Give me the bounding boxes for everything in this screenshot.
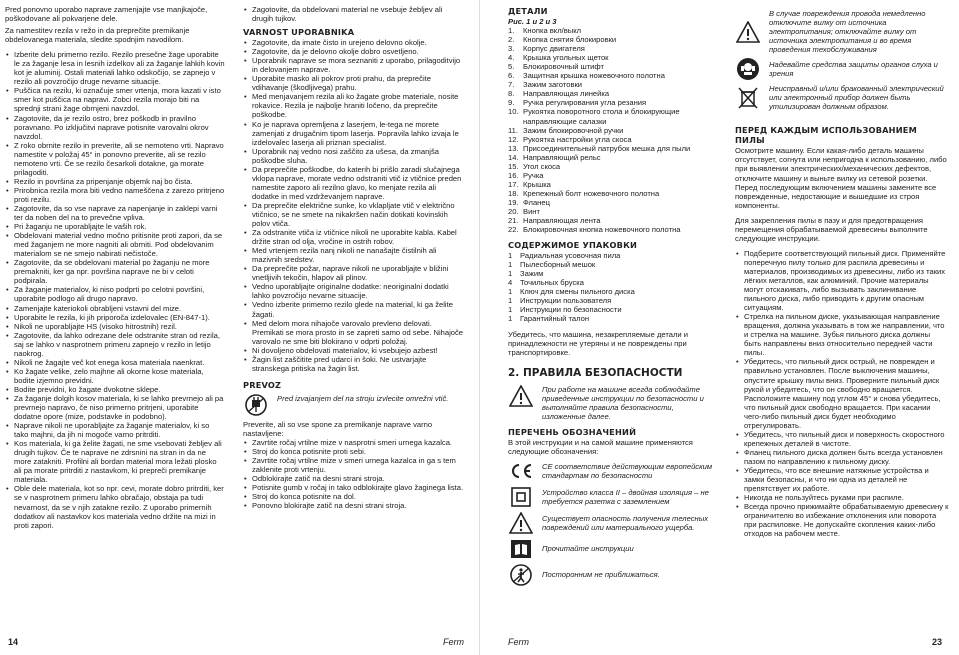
- symbol-description: В случае повреждения провода немедленно отключите вилку от источника электропитания; отключайте вилку от источника электропитания и во время проведения техобслуживания: [769, 9, 926, 55]
- right-column-2: [735, 5, 949, 620]
- left-column-1: [5, 5, 225, 615]
- list-item: • Izberite delu primerno rezilo. Rezilo presečne žage uporabite le za žaganje lesa in lesnih izdelkov ali za žaganje lahkih kovin kot je aluminij. Ostali materiali lahko odskočijo, se zapnejo v rezilo ali povzročijo druge nevarne situacije.: [5, 50, 225, 86]
- item-number: 1: [508, 251, 513, 261]
- list-item: • Zagotovite, da se obdelovani material po žaganju ne more premakniti, ker ga npr. površina naprave ne bi v celoti podpirala.: [5, 258, 225, 285]
- parts-list: [508, 26, 718, 234]
- list-item: • Фланец пильного диска должен быть всегда установлен пазом по направлению к пильному диску.: [735, 448, 949, 466]
- symbol-description: Существует опасность получения телесных повреждений или материального ущерба.: [542, 513, 709, 532]
- list-item: • Pri žaganju ne uporabljajte le vaših rok.: [5, 222, 225, 231]
- chapter-heading: 2. ПРАВИЛА БЕЗОПАСНОСТИ: [508, 366, 683, 379]
- left-column-2: [243, 5, 465, 615]
- list-item: • Zamenjajte kateriokoli obrabljeni vstavni del mize.: [5, 304, 225, 313]
- item-text: Присоединительный патрубок мешка для пыли: [523, 143, 691, 153]
- keep-away-icon: [508, 564, 534, 586]
- symbol-row: [735, 9, 949, 54]
- list-item: • Zavrtite ročaj vrtilne mize v nasprotni smeri urnega kazalca.: [243, 438, 465, 447]
- item-number: 1: [508, 287, 513, 297]
- symbol-row: [508, 564, 718, 586]
- symbol-row: [508, 460, 718, 482]
- item-text: Рукоятка настройки угла скоса: [523, 134, 632, 144]
- item-text: Угол скоса: [523, 161, 561, 171]
- list-item: • Z roko obrnite rezilo in preverite, ali se nemoteno vrti. Napravo namestite v položaj 45° in ponovno preverite, ali se rezilo nemoteno vrti. Če se rezilo česarkoli dotakne, ga morate prilagoditi.: [5, 141, 225, 177]
- list-item: • Vedno izberite primerno rezilo glede na material, ki ga želite žagati.: [243, 300, 465, 318]
- list-item: • Bodite previdni, ko žagate dvokotne sklepe.: [5, 385, 225, 394]
- list-item: • Zagotovite, da je delovno okolje dobro osvetljeno.: [243, 47, 465, 56]
- list-item: • Vedno uporabljajte originalne dodatke: neoriginalni dodatki lahko povzročijo nevarne situacije.: [243, 282, 465, 300]
- item-text: Кнопка снятия блокировки: [523, 35, 617, 45]
- item-text: Крышка: [523, 179, 551, 189]
- list-item: • Стрелка на пильном диске, указывающая направление вращения, должна указывать в том же направлении, что и стрелка на машине. Зубья пильного диска должны быть направлены вниз относительно передней части пилы.: [735, 312, 949, 357]
- list-item: [508, 216, 718, 225]
- list-item: • Ko žagate velike, zelo majhne ali okorne kose materiala, bodite izjemno previdni.: [5, 367, 225, 385]
- section-heading: ПЕРЕЧЕНЬ ОБОЗНАЧЕНИЙ: [508, 426, 637, 437]
- intro-paragraph: Za namestitev rezila v režo in da preprečite premikanje obdelovanega materiala, sledite spodnjim navodilom.: [5, 26, 190, 45]
- list-item: [508, 296, 718, 305]
- item-text: Кнопка вкл/выкл: [523, 26, 582, 36]
- list-item: • Ponovno blokirajte zatič na desni strani stroja.: [243, 501, 465, 510]
- list-item: [508, 287, 718, 296]
- list-item: [508, 53, 718, 62]
- list-item: [508, 314, 718, 323]
- list-item: • Убедитесь, что пильный диск острый, не поврежден и правильно установлен. После выключения машины, опустите крышку пилы вниз. Проверните пильный диск рукой и убедитесь, что он свободно вращается. Расположите машину под углом 45° и снова убедитесь, что пильный диск свободно вращается. При касании чего-либо пильный диск будет необходимо отрегулировать.: [735, 357, 949, 429]
- item-number: 1: [508, 305, 513, 315]
- list-item: [508, 153, 718, 162]
- symbol-row: [735, 84, 949, 111]
- left-page: [0, 0, 479, 655]
- list-item: [508, 207, 718, 216]
- list-item: [508, 126, 718, 135]
- list-item: • Zagotovite, da imate čisto in urejeno delovno okolje.: [243, 38, 465, 47]
- paragraph: В этой инструкции и на самой машине применяются следующие обозначения:: [508, 437, 693, 456]
- unplug-icon: [243, 394, 269, 416]
- user-safety-list: [243, 38, 465, 373]
- item-text: Радиальная усовочная пила: [520, 251, 621, 261]
- item-text: Корпус двигателя: [523, 44, 585, 54]
- double-insulation-icon: [508, 486, 534, 508]
- symbol-description: Надевайте средства защиты органов слуха и зрения: [769, 60, 938, 79]
- symbol-row: [735, 58, 949, 80]
- page-number-left: 14: [8, 636, 19, 647]
- list-item: • Stroj do konca potisnite proti sebi.: [243, 447, 465, 456]
- transport-warning: [243, 394, 465, 416]
- list-item: • Prirobnica rezila mora biti vedno nameščena z zarezo pritrjeno proti rezilu.: [5, 186, 225, 204]
- symbols-list: [508, 460, 718, 586]
- item-text: Инструкции пользователя: [520, 296, 612, 306]
- list-item: • Za žaganje dolgih kosov materiala, ki se lahko prevrnejo ali pa prevrnejo napravo, če niso primerno pritrjeni, uporabite dodatne opore (mize, podstavke in podobno).: [5, 394, 225, 421]
- list-item: [508, 162, 718, 171]
- page-number-right: 23: [932, 636, 943, 647]
- warning-triangle-icon: [508, 385, 534, 407]
- item-number: 20.: [508, 206, 519, 216]
- list-item: [508, 189, 718, 198]
- symbol-description: Посторонним не приближаться.: [542, 570, 660, 580]
- item-text: Блокировочный штифт: [523, 62, 604, 72]
- item-text: Блокировочная кнопка ножевочного полотна: [523, 225, 681, 235]
- item-text: Крышка угольных щеток: [523, 53, 609, 63]
- intro-paragraph: Pred ponovno uporabo naprave zamenjajte vse manjkajoče, poškodovane ali pokvarjene dele.: [5, 5, 208, 24]
- item-number: 22.: [508, 225, 519, 235]
- list-item: • Oble dele materiala, kot so npr. cevi, morate dobro pritrditi, ker se v nasprotnem primeru lahko obračajo, obstaja pa tudi nevarnost, da se v njih zatakne rezilo. Z uporabo primernih dodatkov ali nastavkov kos materiala vedno držite na mizi in proti zapori.: [5, 484, 225, 529]
- item-text: Ключ для смены пильного диска: [520, 287, 635, 297]
- item-number: 1: [508, 296, 513, 306]
- item-number: 4.: [508, 53, 515, 63]
- paragraph: Для закрепления пилы в пазу и для предотвращения перемещения обрабатываемой древесины выполните следующие инструкции.: [735, 215, 928, 243]
- safety-warning: [508, 385, 718, 421]
- crossed-bin-icon: [735, 87, 761, 109]
- section-heading: ПЕРЕД КАЖДЫМ ИСПОЛЬЗОВАНИЕМ ПИЛЫ: [735, 125, 917, 146]
- item-text: Пылесборный мешок: [520, 260, 596, 270]
- item-number: 1.: [508, 26, 515, 36]
- item-number: 3.: [508, 44, 515, 54]
- safety-list: [5, 50, 225, 529]
- item-number: 15.: [508, 161, 519, 171]
- item-text: Инструкции по безопасности: [520, 305, 622, 315]
- list-item: • Žagin list zaščitite pred udarci in šoki. Ne ustvarjajte stranskega pritiska na žagin list.: [243, 355, 465, 373]
- list-item: • Da preprečite električne sunke, ko vklapljate vtič v električno vtičnico, se ne smete na nikakršen način dotikati kovinskih polov vtiča.: [243, 201, 465, 228]
- list-item: • Potisnite gumb v ročaj in tako odblokirajte glavo žaginega lista.: [243, 483, 465, 492]
- list-item: • Zavrtite ročaj vrtilne mize v smeri urnega kazalca in ga s tem zaklenite proti vrtenju.: [243, 456, 465, 474]
- item-text: Зажим: [520, 269, 544, 279]
- list-item: • Zagotovite, da so vse naprave za napenjanje in zaklepi varni ter da noben del na to prevečne vpliva.: [5, 204, 225, 222]
- list-item: • Odblokirajte zatič na desni strani stroja.: [243, 474, 465, 483]
- list-item: [508, 251, 718, 260]
- list-item: [508, 144, 718, 153]
- item-number: 18.: [508, 188, 519, 198]
- list-item: • Nikoli ne uporabljajte HS (visoko hitrostnih) rezil.: [5, 322, 225, 331]
- item-text: Направляющий рельс: [523, 152, 601, 162]
- list-item: [508, 62, 718, 71]
- symbol-row: [508, 486, 718, 508]
- list-item: [508, 225, 718, 234]
- list-item: • Zagotovite, da je rezilo ostro, brez poškodb in pravilno poravnano. Po izključitvi naprave potisnite varovalni okrov navzdol.: [5, 114, 225, 141]
- list-item: • Med menjavanjem rezila ali ko žagate grobe materiale, nosite rokavice. Rezila je najbolje hraniti ločeno, da preprečite poškodbe.: [243, 92, 465, 119]
- list-item: • Da preprečite poškodbe, do katerih bi prišlo zaradi slučajnega vklopa naprave, morate vedno odstraniti vtič iz vtičnice preden namestite zaporo ali rezilno glavo, ko menjate rezila ali dodatke in med vzdrževanjem naprave.: [243, 165, 465, 201]
- list-item: • Za žaganje materialov, ki niso podprti po celotni površini, uporabite podlogo ali drugo napravo.: [5, 285, 225, 303]
- item-number: 17.: [508, 179, 519, 189]
- weee-bin-icon: [508, 512, 534, 534]
- list-item: [508, 198, 718, 207]
- list-item: • Ni dovoljeno obdelovati materialov, ki vsebujejo azbest!: [243, 346, 465, 355]
- item-text: Направляющая лента: [523, 216, 601, 226]
- item-text: Направляющая линейка: [523, 89, 610, 99]
- list-item: • Zagotovite, da obdelovani material ne vsebuje žebljev ali drugih tujkov.: [243, 5, 465, 23]
- symbols-list: [735, 9, 949, 111]
- list-item: • Uporabite masko ali pokrov proti prahu, da preprečite vdihavanje (škodljivega) prahu.: [243, 74, 465, 92]
- symbol-description: Неисправный и/или бракованный электрический или электронный прибор должен быть утилизирован должным образом.: [769, 84, 944, 112]
- transport-list: [243, 438, 465, 510]
- item-text: Крепежный болт ножевочного полотна: [523, 188, 660, 198]
- list-item: • Rezilo in površina za pripenjanje objemk naj bo čista.: [5, 177, 225, 186]
- list-item: • Da preprečite požar, naprave nikoli ne uporabljajte v bližini vnetljivih tekočin, hlapov ali plinov.: [243, 264, 465, 282]
- list-item: • Подберите соответствующий пильный диск. Применяйте поперечную пилу только для распила древесины и материалов, производимых из древесины, либо из таких лёгких металлов, как алюминий. Прочие материалы могут отскакивать, либо вызывать заклинивание пильного диска, либо приводить к другим опасным ситуациям.: [735, 249, 949, 312]
- list-item: • Uporabite le rezila, ki jih priporoča izdelovalec (EN-847-1).: [5, 313, 225, 322]
- warning-text: Pred izvajanjem del na stroju izvlecite omrežni vtič.: [277, 393, 449, 403]
- item-text: Винт: [523, 206, 540, 216]
- item-number: 8.: [508, 89, 515, 99]
- item-text: Точильных бруска: [520, 278, 584, 288]
- brand-footer-right: Ferm: [508, 636, 529, 647]
- list-item: [508, 26, 718, 35]
- item-number: 9.: [508, 98, 515, 108]
- item-number: 13.: [508, 143, 519, 153]
- figure-reference: Рис. 1 и 2 и 3: [508, 17, 557, 26]
- list-item: [508, 278, 718, 287]
- list-item: • Всегда прочно прижимайте обрабатываемую древесину к ограничителю во избежание отклонения или поворота при распиловке. Не допускайте скопления каких-либо отходов на рабочем месте.: [735, 502, 949, 538]
- symbol-description: Устройство класса II – двойная изоляция – не требуется разетка с заземлением: [542, 487, 709, 506]
- list-item: • Uporabnik naj vedno nosi zaščito za ušesa, da zmanjša poškodbe sluha.: [243, 147, 465, 165]
- list-item: • Никогда не пользуйтесь руками при распиле.: [735, 493, 949, 502]
- ear-eye-protection-icon: [735, 58, 761, 80]
- symbol-description: CE соответствие действующим европейским стандартам по безопасности: [542, 461, 713, 480]
- item-number: 5.: [508, 62, 515, 72]
- list-item: [508, 135, 718, 144]
- right-column-1: [508, 5, 718, 620]
- list-item: • Za odstranite vtiča iz vtičnice nikoli ne uporabite kabla. Kabel držite stran od olja, vročine in ostrih robov.: [243, 228, 465, 246]
- list-item: • Убедитесь, что пильный диск и поверхность скоростного крепежных деталей в чистоте.: [735, 430, 949, 448]
- list-item: [508, 269, 718, 278]
- item-text: Ручка: [523, 170, 544, 180]
- list-item: • Stroj do konca potisnite na dol.: [243, 492, 465, 501]
- item-number: 4: [508, 278, 513, 288]
- item-number: 16.: [508, 170, 519, 180]
- warning-icon: [735, 21, 761, 43]
- list-item: [508, 71, 718, 80]
- list-item: • Ko je naprava opremljena z laserjem, le-tega ne morete zamenjati z drugačnim tipom laserja. Popravila lahko izvaja le izdelovalec laserja ali priznan specialist.: [243, 120, 465, 147]
- list-item: [508, 171, 718, 180]
- list-item: • Убедитесь, что все внешние натяжные устройства и замки безопасны, и что ни одна из деталей не препятствует их работе.: [735, 466, 949, 493]
- section-heading: СОДЕРЖИМОЕ УПАКОВКИ: [508, 240, 638, 251]
- preuse-list: [735, 249, 949, 539]
- item-text: Зажим блокировочной ручки: [523, 125, 624, 135]
- list-item: • Uporabnik naprave se mora seznaniti z uporabo, prilagoditvijo in delovanjem naprave.: [243, 56, 465, 74]
- item-number: 1: [508, 269, 513, 279]
- list-item: • Obdelovani material vedno močno pritisnite proti zapori, da se med žaganjem ne more nagniti ali obrniti. Pod obdelovanim materialom se ne smejo nabirati nečistoče.: [5, 231, 225, 258]
- list-item: • Med vrtenjem rezila nanj nikoli ne nanašajte čistilnih ali mazivnih sredstev.: [243, 246, 465, 264]
- item-text: Ручка регулирования угла резания: [523, 98, 647, 108]
- list-item: [508, 44, 718, 53]
- brand-footer-left: Ferm: [443, 636, 464, 647]
- list-item: • Naprave nikoli ne uporabljajte za žaganje materialov, ki so tako majhni, da jih ni mogoče varno pritrditi.: [5, 421, 225, 439]
- intro-list: [243, 5, 465, 23]
- contents-list: [508, 251, 718, 323]
- read-manual-icon: [508, 538, 534, 560]
- item-text: Гарантийный талон: [520, 314, 590, 324]
- item-number: 12.: [508, 134, 519, 144]
- ce-mark-icon: [508, 460, 534, 482]
- item-number: 19.: [508, 197, 519, 207]
- item-text: Защитная крышка ножевочного полотна: [523, 71, 665, 81]
- symbol-description: Прочитайте инструкции: [542, 544, 634, 554]
- item-number: 7.: [508, 80, 515, 90]
- list-item: [508, 180, 718, 189]
- list-item: [508, 80, 718, 89]
- symbol-row: [508, 512, 718, 534]
- paragraph: Осмотрите машину. Если какая-либо деталь машины отсутствует, согнута или непригодна к использованию, либо при выявлении электрических/механических дефектов, отключите машину и выньте вилку из сетевой розетки. Перед последующим включением машины замените все поврежденные, недостающие и вышедшие из строя компоненты.: [735, 146, 947, 210]
- section-heading: VARNOST UPORABNIKA: [243, 27, 355, 38]
- list-item: [508, 35, 718, 44]
- list-item: [508, 107, 718, 125]
- item-number: 6.: [508, 71, 515, 81]
- item-number: 10.: [508, 107, 519, 117]
- item-number: 2.: [508, 35, 515, 45]
- item-text: Рукоятка поворотного стола и блокирующие направляющие салазки: [523, 107, 680, 126]
- item-number: 14.: [508, 152, 519, 162]
- list-item: [508, 89, 718, 98]
- item-number: 1: [508, 260, 513, 270]
- list-item: • Nikoli ne žagajte več kot enega kosa materiala naenkrat.: [5, 358, 225, 367]
- section-heading: ДЕТАЛИ: [508, 6, 548, 16]
- transport-intro: Preverite, ali so vse spone za premikanje naprave varno nastavljene:: [243, 419, 433, 438]
- list-item: • Zagotovite, da lahko odrezane dele odstranite stran od rezila, saj se lahko v nasprotnem primeru zapnejo v rezilo in letijo naokrog.: [5, 331, 225, 358]
- right-page: [480, 0, 959, 655]
- item-text: Зажим заготовки: [523, 80, 583, 90]
- list-item: • Kos materiala, ki ga želite žagati, ne sme vsebovati žebljev ali drugih tujkov. Če te naprave ne zdrsnini na stran in da ne more zatakniti. Profilni ali bordan material mora ležati plosko ali pa morate pritrditi z nastavkom, ki prepreči premikanje materiala.: [5, 439, 225, 484]
- item-number: 21.: [508, 216, 519, 226]
- list-item: [508, 260, 718, 269]
- symbol-row: [508, 538, 718, 560]
- warning-text: При работе на машине всегда соблюдайте приведенные инструкции по безопасности и выполняйте правила безопасности, изложенные далее.: [542, 384, 704, 421]
- item-number: 1: [508, 314, 513, 324]
- list-item: • Puščica na rezilu, ki označuje smer vrtenja, mora kazati v isto smer kot puščica na napravi. Zobci rezila morajo biti na sprednji strani žage obrnjeni navzdol.: [5, 86, 225, 113]
- item-number: 11.: [508, 125, 518, 135]
- paragraph: Убедитесь, что машина, незакрепляемые детали и принадлежности не утеряны и не повреждены при транспортировке.: [508, 329, 688, 357]
- list-item: [508, 305, 718, 314]
- item-text: Фланец: [523, 197, 550, 207]
- section-heading: PREVOZ: [243, 379, 282, 390]
- list-item: [508, 98, 718, 107]
- list-item: • Med delom mora nihajoče varovalo prevleno delovati. Premikati se mora prosto in se zapreti samo od sebe. Nihajoče varovalo ne sme biti blokirano v odprti položaj.: [243, 319, 465, 346]
